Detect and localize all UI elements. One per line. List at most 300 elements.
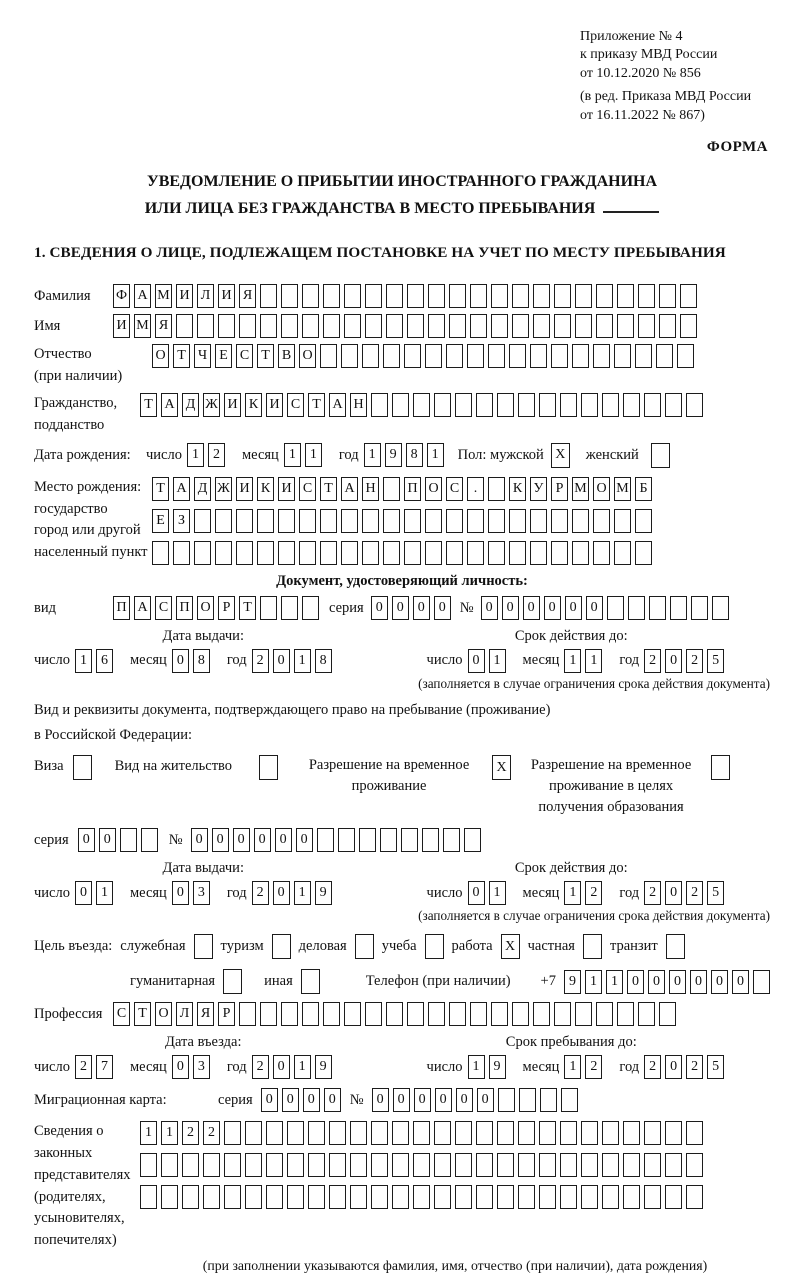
char-cell[interactable] — [380, 828, 397, 852]
char-cell[interactable]: 6 — [96, 649, 113, 673]
char-cell[interactable]: 1 — [427, 443, 444, 467]
char-cell[interactable] — [572, 509, 589, 533]
char-cell[interactable] — [413, 393, 430, 417]
char-cell[interactable]: П — [176, 596, 193, 620]
char-cell[interactable]: Т — [173, 344, 190, 368]
char-cell[interactable] — [467, 509, 484, 533]
char-cell[interactable]: 0 — [468, 881, 485, 905]
char-cell[interactable] — [593, 541, 610, 565]
char-cell[interactable]: 8 — [315, 649, 332, 673]
char-cell[interactable]: 1 — [585, 649, 602, 673]
char-cell[interactable]: 2 — [182, 1121, 199, 1145]
char-cell[interactable] — [561, 1088, 578, 1112]
char-cell[interactable]: 1 — [294, 649, 311, 673]
char-cell[interactable] — [560, 1153, 577, 1177]
char-cell[interactable] — [422, 828, 439, 852]
char-cell[interactable] — [259, 755, 278, 780]
char-cell[interactable]: С — [113, 1002, 130, 1026]
char-cell[interactable] — [239, 314, 256, 338]
char-cell[interactable]: 2 — [686, 649, 703, 673]
char-cell[interactable]: 9 — [489, 1055, 506, 1079]
char-cell[interactable] — [530, 541, 547, 565]
char-cell[interactable] — [602, 1185, 619, 1209]
char-cell[interactable] — [455, 1121, 472, 1145]
char-cell[interactable]: П — [404, 477, 421, 501]
char-cell[interactable] — [428, 1002, 445, 1026]
char-cell[interactable] — [215, 541, 232, 565]
char-cell[interactable]: З — [173, 509, 190, 533]
char-cell[interactable] — [533, 314, 550, 338]
char-cell[interactable]: 0 — [648, 970, 665, 994]
char-cell[interactable]: О — [299, 344, 316, 368]
char-cell[interactable] — [278, 509, 295, 533]
char-cell[interactable] — [659, 314, 676, 338]
char-cell[interactable]: 0 — [371, 596, 388, 620]
char-cell[interactable] — [623, 1153, 640, 1177]
char-cell[interactable] — [371, 393, 388, 417]
char-cell[interactable] — [413, 1121, 430, 1145]
char-cell[interactable] — [141, 828, 158, 852]
char-cell[interactable]: М — [572, 477, 589, 501]
char-cell[interactable] — [593, 509, 610, 533]
char-cell[interactable]: 2 — [644, 1055, 661, 1079]
char-cell[interactable]: Т — [152, 477, 169, 501]
char-cell[interactable]: 0 — [233, 828, 250, 852]
char-cell[interactable]: Н — [350, 393, 367, 417]
char-cell[interactable]: А — [161, 393, 178, 417]
char-cell[interactable]: 8 — [193, 649, 210, 673]
char-cell[interactable] — [329, 1185, 346, 1209]
char-cell[interactable]: Т — [257, 344, 274, 368]
char-cell[interactable]: С — [287, 393, 304, 417]
char-cell[interactable]: 1 — [489, 649, 506, 673]
char-cell[interactable] — [140, 1153, 157, 1177]
char-cell[interactable]: Ч — [194, 344, 211, 368]
char-cell[interactable] — [344, 284, 361, 308]
char-cell[interactable] — [341, 344, 358, 368]
char-cell[interactable]: 0 — [275, 828, 292, 852]
char-cell[interactable]: 0 — [75, 881, 92, 905]
char-cell[interactable]: Я — [155, 314, 172, 338]
char-cell[interactable] — [365, 284, 382, 308]
char-cell[interactable] — [320, 344, 337, 368]
char-cell[interactable] — [245, 1121, 262, 1145]
char-cell[interactable]: И — [176, 284, 193, 308]
char-cell[interactable] — [302, 1002, 319, 1026]
char-cell[interactable] — [386, 284, 403, 308]
char-cell[interactable]: 0 — [665, 881, 682, 905]
char-cell[interactable]: 0 — [468, 649, 485, 673]
char-cell[interactable]: Е — [215, 344, 232, 368]
char-cell[interactable] — [602, 1153, 619, 1177]
char-cell[interactable] — [476, 1121, 493, 1145]
char-cell[interactable]: . — [467, 477, 484, 501]
char-cell[interactable] — [371, 1185, 388, 1209]
char-cell[interactable] — [614, 344, 631, 368]
char-cell[interactable] — [497, 1153, 514, 1177]
char-cell[interactable] — [428, 284, 445, 308]
char-cell[interactable] — [470, 284, 487, 308]
char-cell[interactable] — [287, 1121, 304, 1145]
char-cell[interactable] — [407, 314, 424, 338]
char-cell[interactable]: П — [113, 596, 130, 620]
char-cell[interactable] — [308, 1185, 325, 1209]
char-cell[interactable] — [425, 934, 444, 959]
char-cell[interactable] — [434, 1185, 451, 1209]
char-cell[interactable] — [371, 1153, 388, 1177]
char-cell[interactable] — [371, 1121, 388, 1145]
char-cell[interactable] — [260, 596, 277, 620]
char-cell[interactable]: 0 — [665, 649, 682, 673]
char-cell[interactable] — [161, 1185, 178, 1209]
char-cell[interactable]: 0 — [172, 881, 189, 905]
char-cell[interactable] — [152, 541, 169, 565]
char-cell[interactable] — [365, 1002, 382, 1026]
char-cell[interactable]: 0 — [191, 828, 208, 852]
char-cell[interactable]: 0 — [99, 828, 116, 852]
char-cell[interactable] — [509, 344, 526, 368]
char-cell[interactable] — [383, 344, 400, 368]
char-cell[interactable] — [665, 393, 682, 417]
char-cell[interactable] — [581, 393, 598, 417]
char-cell[interactable] — [607, 596, 624, 620]
char-cell[interactable]: Ф — [113, 284, 130, 308]
char-cell[interactable] — [617, 314, 634, 338]
char-cell[interactable]: 1 — [606, 970, 623, 994]
char-cell[interactable]: Л — [197, 284, 214, 308]
char-cell[interactable]: 1 — [187, 443, 204, 467]
char-cell[interactable] — [680, 314, 697, 338]
char-cell[interactable]: А — [134, 596, 151, 620]
char-cell[interactable]: С — [446, 477, 463, 501]
char-cell[interactable]: А — [341, 477, 358, 501]
char-cell[interactable]: 0 — [586, 596, 603, 620]
char-cell[interactable] — [644, 1153, 661, 1177]
char-cell[interactable] — [245, 1185, 262, 1209]
char-cell[interactable] — [665, 1185, 682, 1209]
char-cell[interactable] — [644, 393, 661, 417]
char-cell[interactable] — [560, 1185, 577, 1209]
char-cell[interactable]: 1 — [468, 1055, 485, 1079]
char-cell[interactable] — [533, 284, 550, 308]
char-cell[interactable] — [659, 284, 676, 308]
char-cell[interactable] — [617, 1002, 634, 1026]
char-cell[interactable]: Р — [551, 477, 568, 501]
char-cell[interactable]: О — [425, 477, 442, 501]
char-cell[interactable] — [203, 1153, 220, 1177]
char-cell[interactable] — [329, 1121, 346, 1145]
char-cell[interactable]: М — [614, 477, 631, 501]
char-cell[interactable]: 5 — [707, 1055, 724, 1079]
char-cell[interactable] — [560, 1121, 577, 1145]
char-cell[interactable] — [572, 344, 589, 368]
char-cell[interactable] — [711, 755, 730, 780]
char-cell[interactable]: 0 — [392, 596, 409, 620]
char-cell[interactable] — [224, 1121, 241, 1145]
char-cell[interactable]: 0 — [690, 970, 707, 994]
char-cell[interactable] — [712, 596, 729, 620]
char-cell[interactable] — [530, 509, 547, 533]
char-cell[interactable]: М — [155, 284, 172, 308]
char-cell[interactable] — [476, 1185, 493, 1209]
char-cell[interactable] — [638, 1002, 655, 1026]
char-cell[interactable]: 0 — [435, 1088, 452, 1112]
char-cell[interactable] — [680, 284, 697, 308]
char-cell[interactable] — [194, 934, 213, 959]
char-cell[interactable] — [203, 1185, 220, 1209]
char-cell[interactable]: 0 — [324, 1088, 341, 1112]
char-cell[interactable] — [596, 314, 613, 338]
char-cell[interactable]: Д — [182, 393, 199, 417]
char-cell[interactable] — [383, 477, 400, 501]
char-cell[interactable] — [224, 1153, 241, 1177]
char-cell[interactable]: К — [509, 477, 526, 501]
char-cell[interactable]: А — [173, 477, 190, 501]
char-cell[interactable] — [659, 1002, 676, 1026]
char-cell[interactable]: Л — [176, 1002, 193, 1026]
char-cell[interactable] — [236, 541, 253, 565]
char-cell[interactable] — [491, 1002, 508, 1026]
char-cell[interactable]: 0 — [565, 596, 582, 620]
char-cell[interactable]: 1 — [140, 1121, 157, 1145]
char-cell[interactable]: А — [134, 284, 151, 308]
char-cell[interactable] — [161, 1153, 178, 1177]
char-cell[interactable] — [182, 1185, 199, 1209]
char-cell[interactable] — [533, 1002, 550, 1026]
char-cell[interactable] — [512, 1002, 529, 1026]
char-cell[interactable]: Т — [140, 393, 157, 417]
char-cell[interactable] — [638, 284, 655, 308]
char-cell[interactable]: 0 — [254, 828, 271, 852]
char-cell[interactable]: X — [501, 934, 520, 959]
char-cell[interactable] — [518, 393, 535, 417]
char-cell[interactable] — [260, 314, 277, 338]
char-cell[interactable] — [488, 477, 505, 501]
char-cell[interactable] — [635, 344, 652, 368]
char-cell[interactable] — [281, 596, 298, 620]
char-cell[interactable] — [623, 1185, 640, 1209]
char-cell[interactable] — [287, 1185, 304, 1209]
char-cell[interactable]: 1 — [364, 443, 381, 467]
char-cell[interactable] — [140, 1185, 157, 1209]
char-cell[interactable] — [302, 596, 319, 620]
char-cell[interactable] — [260, 284, 277, 308]
char-cell[interactable]: 1 — [96, 881, 113, 905]
char-cell[interactable] — [470, 314, 487, 338]
char-cell[interactable] — [491, 284, 508, 308]
char-cell[interactable]: Р — [218, 596, 235, 620]
char-cell[interactable] — [338, 828, 355, 852]
char-cell[interactable]: К — [257, 477, 274, 501]
char-cell[interactable] — [383, 541, 400, 565]
char-cell[interactable] — [476, 1153, 493, 1177]
char-cell[interactable] — [308, 1153, 325, 1177]
char-cell[interactable] — [617, 284, 634, 308]
char-cell[interactable] — [392, 1185, 409, 1209]
char-cell[interactable] — [670, 596, 687, 620]
char-cell[interactable]: 0 — [477, 1088, 494, 1112]
char-cell[interactable] — [443, 828, 460, 852]
char-cell[interactable]: 0 — [273, 649, 290, 673]
char-cell[interactable]: 1 — [75, 649, 92, 673]
char-cell[interactable]: О — [155, 1002, 172, 1026]
char-cell[interactable]: 1 — [284, 443, 301, 467]
char-cell[interactable] — [455, 1185, 472, 1209]
char-cell[interactable] — [512, 314, 529, 338]
char-cell[interactable]: Н — [362, 477, 379, 501]
char-cell[interactable] — [554, 314, 571, 338]
char-cell[interactable]: 0 — [273, 881, 290, 905]
char-cell[interactable]: 0 — [665, 1055, 682, 1079]
char-cell[interactable]: 9 — [564, 970, 581, 994]
char-cell[interactable] — [539, 1121, 556, 1145]
char-cell[interactable] — [413, 1185, 430, 1209]
char-cell[interactable]: 5 — [707, 881, 724, 905]
char-cell[interactable] — [551, 509, 568, 533]
char-cell[interactable] — [362, 541, 379, 565]
char-cell[interactable] — [476, 393, 493, 417]
char-cell[interactable] — [392, 1121, 409, 1145]
char-cell[interactable] — [344, 1002, 361, 1026]
char-cell[interactable]: 0 — [393, 1088, 410, 1112]
char-cell[interactable] — [386, 314, 403, 338]
char-cell[interactable] — [344, 314, 361, 338]
char-cell[interactable] — [575, 284, 592, 308]
char-cell[interactable] — [281, 314, 298, 338]
char-cell[interactable] — [350, 1185, 367, 1209]
char-cell[interactable]: 2 — [208, 443, 225, 467]
char-cell[interactable]: И — [218, 284, 235, 308]
char-cell[interactable]: 0 — [711, 970, 728, 994]
char-cell[interactable] — [386, 1002, 403, 1026]
char-cell[interactable] — [665, 1153, 682, 1177]
char-cell[interactable]: 0 — [303, 1088, 320, 1112]
char-cell[interactable] — [638, 314, 655, 338]
char-cell[interactable] — [666, 934, 685, 959]
char-cell[interactable] — [539, 1153, 556, 1177]
char-cell[interactable] — [446, 344, 463, 368]
char-cell[interactable] — [407, 1002, 424, 1026]
char-cell[interactable]: И — [266, 393, 283, 417]
char-cell[interactable]: 2 — [252, 881, 269, 905]
char-cell[interactable] — [596, 284, 613, 308]
char-cell[interactable] — [581, 1153, 598, 1177]
char-cell[interactable] — [404, 509, 421, 533]
char-cell[interactable]: 1 — [489, 881, 506, 905]
char-cell[interactable] — [497, 393, 514, 417]
char-cell[interactable]: 0 — [172, 649, 189, 673]
char-cell[interactable]: 2 — [203, 1121, 220, 1145]
char-cell[interactable]: 2 — [252, 649, 269, 673]
char-cell[interactable]: 0 — [273, 1055, 290, 1079]
char-cell[interactable] — [497, 1185, 514, 1209]
char-cell[interactable] — [329, 1153, 346, 1177]
char-cell[interactable] — [518, 1153, 535, 1177]
char-cell[interactable] — [628, 596, 645, 620]
char-cell[interactable] — [434, 393, 451, 417]
char-cell[interactable]: Т — [134, 1002, 151, 1026]
char-cell[interactable]: X — [492, 755, 511, 780]
char-cell[interactable]: X — [551, 443, 570, 468]
char-cell[interactable] — [350, 1153, 367, 1177]
char-cell[interactable] — [551, 344, 568, 368]
char-cell[interactable] — [572, 541, 589, 565]
char-cell[interactable] — [299, 541, 316, 565]
char-cell[interactable]: И — [113, 314, 130, 338]
char-cell[interactable] — [651, 443, 670, 468]
char-cell[interactable]: 9 — [315, 1055, 332, 1079]
char-cell[interactable] — [449, 284, 466, 308]
char-cell[interactable]: С — [236, 344, 253, 368]
char-cell[interactable] — [449, 314, 466, 338]
char-cell[interactable] — [581, 1121, 598, 1145]
char-cell[interactable]: М — [134, 314, 151, 338]
char-cell[interactable]: 0 — [413, 596, 430, 620]
char-cell[interactable] — [355, 934, 374, 959]
char-cell[interactable]: Т — [308, 393, 325, 417]
char-cell[interactable]: О — [152, 344, 169, 368]
char-cell[interactable] — [323, 314, 340, 338]
char-cell[interactable]: Я — [197, 1002, 214, 1026]
char-cell[interactable] — [539, 1185, 556, 1209]
char-cell[interactable] — [518, 1185, 535, 1209]
char-cell[interactable] — [434, 1121, 451, 1145]
char-cell[interactable] — [509, 541, 526, 565]
char-cell[interactable] — [518, 1121, 535, 1145]
char-cell[interactable]: 0 — [481, 596, 498, 620]
char-cell[interactable] — [497, 1121, 514, 1145]
char-cell[interactable] — [753, 970, 770, 994]
char-cell[interactable]: 1 — [294, 1055, 311, 1079]
char-cell[interactable] — [392, 393, 409, 417]
char-cell[interactable]: 2 — [644, 649, 661, 673]
char-cell[interactable]: Е — [152, 509, 169, 533]
char-cell[interactable] — [260, 1002, 277, 1026]
char-cell[interactable]: Б — [635, 477, 652, 501]
char-cell[interactable] — [581, 1185, 598, 1209]
char-cell[interactable] — [623, 1121, 640, 1145]
char-cell[interactable] — [434, 1153, 451, 1177]
char-cell[interactable] — [404, 344, 421, 368]
char-cell[interactable] — [194, 541, 211, 565]
char-cell[interactable]: 7 — [96, 1055, 113, 1079]
char-cell[interactable] — [383, 509, 400, 533]
char-cell[interactable] — [278, 541, 295, 565]
char-cell[interactable]: Ж — [203, 393, 220, 417]
char-cell[interactable] — [596, 1002, 613, 1026]
char-cell[interactable]: 0 — [502, 596, 519, 620]
char-cell[interactable] — [512, 284, 529, 308]
char-cell[interactable]: 3 — [193, 1055, 210, 1079]
char-cell[interactable] — [488, 344, 505, 368]
char-cell[interactable]: Ж — [215, 477, 232, 501]
char-cell[interactable] — [266, 1185, 283, 1209]
char-cell[interactable]: 8 — [406, 443, 423, 467]
char-cell[interactable] — [266, 1121, 283, 1145]
char-cell[interactable] — [602, 393, 619, 417]
char-cell[interactable]: 1 — [564, 649, 581, 673]
char-cell[interactable] — [287, 1153, 304, 1177]
char-cell[interactable] — [593, 344, 610, 368]
char-cell[interactable] — [554, 284, 571, 308]
char-cell[interactable] — [656, 344, 673, 368]
char-cell[interactable] — [362, 344, 379, 368]
char-cell[interactable] — [308, 1121, 325, 1145]
char-cell[interactable]: 0 — [627, 970, 644, 994]
char-cell[interactable] — [215, 509, 232, 533]
char-cell[interactable]: 0 — [732, 970, 749, 994]
char-cell[interactable] — [614, 541, 631, 565]
